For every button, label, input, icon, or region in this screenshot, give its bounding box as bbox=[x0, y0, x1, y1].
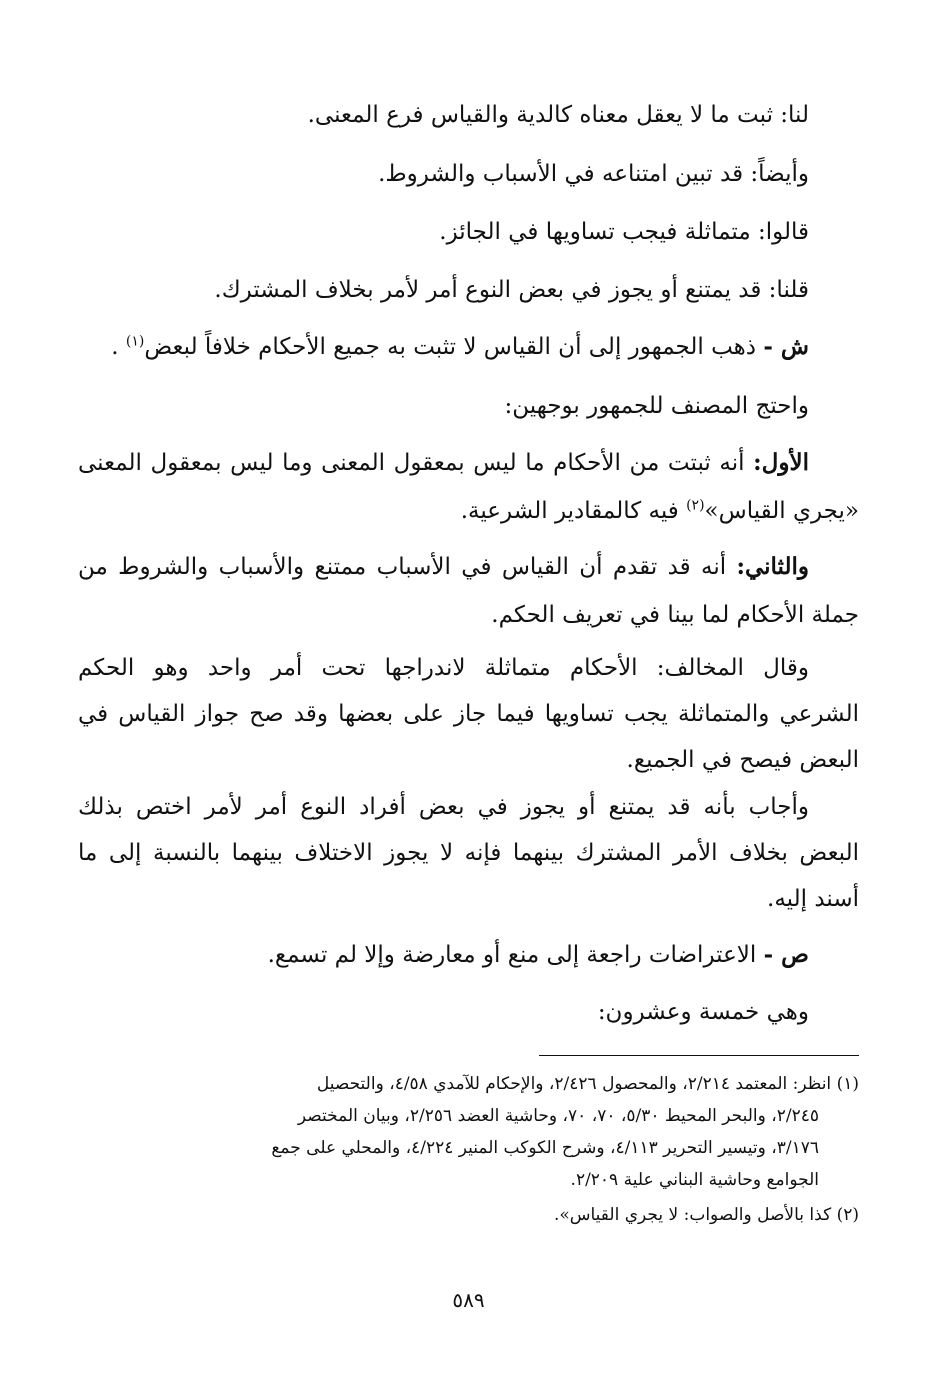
paragraph-label: والثاني: bbox=[736, 553, 809, 580]
commentary-line bbox=[78, 330, 809, 364]
text-line: لنا: ثبت ما لا يعقل معناه كالدية والقياس فرع المعنى. bbox=[307, 102, 809, 128]
footnote-ref: (٢) bbox=[686, 497, 705, 514]
text-line: الشرعي والمتماثلة يجب تساويها فيما جاز على بعضها وقد صح جواز القياس في bbox=[78, 701, 859, 727]
footnote-line bbox=[78, 1069, 859, 1099]
footnote-line: ٢/٢٤٥، والبحر المحيط ٥/٣٠، ٧٠، ٧٠، وحاشية العضد ٢/٢٥٦، وبيان المختصر bbox=[297, 1106, 819, 1126]
text-line: وأيضاً: قد تبين امتناعه في الأسباب والشروط. bbox=[378, 161, 809, 187]
footnote-ref: (١) bbox=[125, 333, 145, 350]
footnote-text: انظر: المعتمد ٢/٢١٤، والمحصول ٢/٤٢٦، والإحكام للآمدي ٤/٥٨، والتحصيل bbox=[316, 1074, 832, 1094]
text-line bbox=[78, 446, 859, 480]
text-run: فيه كالمقادير الشرعية. bbox=[460, 498, 679, 524]
footnote-separator bbox=[539, 1055, 859, 1056]
text-run: ذهب الجمهور إلى أن القياس لا تثبت به جميع الأحكام خلافاً لبعض bbox=[144, 334, 757, 360]
page-number: ٥٨٩ bbox=[452, 1288, 485, 1312]
text-line bbox=[78, 494, 859, 528]
paragraph-label: الأول: bbox=[753, 449, 809, 476]
text-line: قالوا: متماثلة فيجب تساويها في الجائز. bbox=[439, 219, 809, 245]
text-line: أسند إليه. bbox=[767, 886, 859, 912]
text-run: أنه قد تقدم أن القياس في الأسباب ممتنع والأسباب والشروط من bbox=[78, 554, 727, 580]
text-run: . bbox=[111, 334, 119, 360]
text-line: وأجاب بأنه قد يمتنع أو يجوز في بعض أفراد النوع أمر لأمر اختص بذلك bbox=[78, 794, 809, 820]
text-line: وقال المخالف: الأحكام متماثلة لاندراجها تحت أمر واحد وهو الحكم bbox=[78, 655, 809, 681]
footnote-line: ٣/١٧٦، وتيسير التحرير ٤/١١٣، وشرح الكوكب المنير ٤/٢٢٤، والمحلي على جمع bbox=[271, 1138, 819, 1158]
quote-run: «يجري القياس» bbox=[704, 498, 859, 524]
text-run: الاعتراضات راجعة إلى منع أو معارضة وإلا لم تسمع. bbox=[267, 942, 757, 968]
footnote-line bbox=[78, 1200, 859, 1230]
text-run: أنه ثبتت من الأحكام ما ليس بمعقول المعنى وما ليس بمعقول المعنى bbox=[78, 450, 745, 476]
text-line bbox=[78, 938, 809, 972]
text-line: وهي خمسة وعشرون: bbox=[597, 999, 809, 1025]
text-line: البعض فيصح في الجميع. bbox=[626, 747, 859, 773]
footnote-line: الجوامع وحاشية البناني علية ٢/٢٠٩. bbox=[570, 1170, 819, 1190]
text-marker: ص - bbox=[763, 941, 809, 968]
text-line: قلنا: قد يمتنع أو يجوز في بعض النوع أمر لأمر بخلاف المشترك. bbox=[214, 277, 809, 303]
text-line: واحتج المصنف للجمهور بوجهين: bbox=[504, 393, 809, 419]
footnote-text: كذا بالأصل والصواب: لا يجري القياس». bbox=[553, 1205, 832, 1225]
text-line: جملة الأحكام لما بينا في تعريف الحكم. bbox=[491, 602, 859, 628]
text-line: البعض بخلاف الأمر المشترك بينهما فإنه لا يجوز الاختلاف بينهما بالنسبة إلى ما bbox=[78, 840, 859, 866]
footnote-number: (١) bbox=[836, 1074, 859, 1094]
footnote-number: (٢) bbox=[836, 1205, 859, 1225]
text-line bbox=[78, 550, 859, 584]
commentary-marker: ش - bbox=[763, 333, 809, 360]
